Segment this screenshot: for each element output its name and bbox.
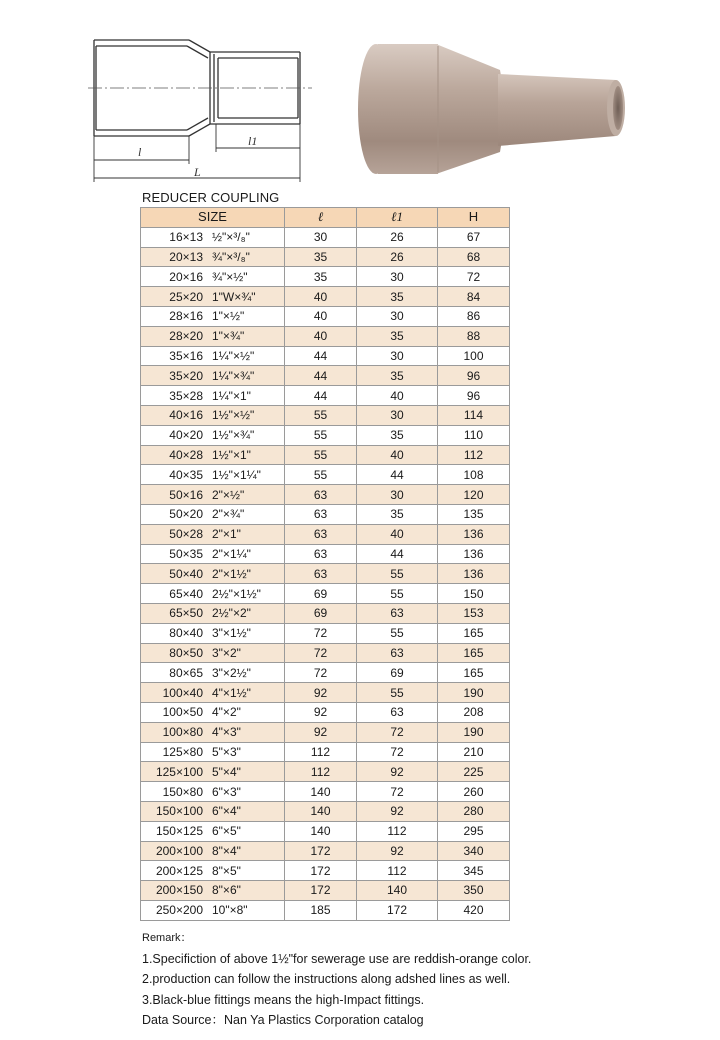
cell-size bbox=[141, 603, 285, 623]
table-row bbox=[141, 267, 510, 287]
size-inch: 1¼"×1" bbox=[212, 388, 251, 403]
cell-l: 55 bbox=[285, 445, 357, 465]
cell-l: 44 bbox=[285, 386, 357, 406]
cell-l: 55 bbox=[285, 425, 357, 445]
remark-label: Remark： bbox=[142, 932, 192, 944]
size-metric: 25×20 bbox=[169, 289, 203, 304]
cell-l1: 40 bbox=[357, 524, 438, 544]
cell-size bbox=[141, 287, 285, 307]
cell-h: 210 bbox=[438, 742, 510, 762]
size-inch: ¾"×³/₈" bbox=[212, 249, 250, 264]
size-metric: 150×80 bbox=[162, 784, 203, 799]
table-row bbox=[141, 702, 510, 722]
cell-h: 86 bbox=[438, 306, 510, 326]
cell-h: 350 bbox=[438, 881, 510, 901]
table-row bbox=[141, 762, 510, 782]
size-metric: 125×80 bbox=[162, 744, 203, 759]
cell-l: 44 bbox=[285, 346, 357, 366]
cell-h: 165 bbox=[438, 663, 510, 683]
cell-l: 140 bbox=[285, 821, 357, 841]
table-row bbox=[141, 564, 510, 584]
table-title: REDUCER COUPLING bbox=[142, 190, 280, 205]
size-inch: ¾"×½" bbox=[212, 269, 248, 284]
table-row bbox=[141, 465, 510, 485]
size-metric: 35×28 bbox=[169, 388, 203, 403]
table-row bbox=[141, 623, 510, 643]
cell-size bbox=[141, 445, 285, 465]
cell-h: 225 bbox=[438, 762, 510, 782]
size-inch: 8"×5" bbox=[212, 863, 241, 878]
cell-size bbox=[141, 643, 285, 663]
cell-l: 63 bbox=[285, 544, 357, 564]
cell-l: 63 bbox=[285, 564, 357, 584]
cell-h: 120 bbox=[438, 485, 510, 505]
cell-size bbox=[141, 584, 285, 604]
table-row bbox=[141, 544, 510, 564]
cell-size bbox=[141, 742, 285, 762]
dim-label-l1: l1 bbox=[248, 134, 258, 148]
cell-size bbox=[141, 405, 285, 425]
cell-l: 112 bbox=[285, 762, 357, 782]
size-inch: 3"×1½" bbox=[212, 626, 251, 641]
table-row bbox=[141, 247, 510, 267]
cell-l1: 35 bbox=[357, 326, 438, 346]
table-row bbox=[141, 524, 510, 544]
size-inch: 5"×3" bbox=[212, 744, 241, 759]
cell-l1: 35 bbox=[357, 504, 438, 524]
size-metric: 16×13 bbox=[169, 230, 203, 245]
size-metric: 200×100 bbox=[155, 843, 203, 858]
size-metric: 40×28 bbox=[169, 447, 203, 462]
cell-l: 92 bbox=[285, 722, 357, 742]
table-row bbox=[141, 366, 510, 386]
cell-size bbox=[141, 663, 285, 683]
size-inch: 10"×8" bbox=[212, 903, 248, 918]
reducer-coupling-drawing bbox=[86, 26, 318, 186]
cell-l1: 69 bbox=[357, 663, 438, 683]
size-inch: 2"×1½" bbox=[212, 566, 251, 581]
table-row bbox=[141, 663, 510, 683]
size-inch: 2"×1¼" bbox=[212, 546, 251, 561]
cell-l1: 63 bbox=[357, 603, 438, 623]
size-inch: 6"×4" bbox=[212, 804, 241, 819]
table-row bbox=[141, 287, 510, 307]
size-metric: 80×40 bbox=[169, 626, 203, 641]
table-row bbox=[141, 742, 510, 762]
table-row bbox=[141, 683, 510, 703]
cell-l1: 92 bbox=[357, 762, 438, 782]
cell-l1: 30 bbox=[357, 485, 438, 505]
cell-h: 136 bbox=[438, 564, 510, 584]
header-l: ℓ bbox=[285, 208, 357, 228]
cell-l1: 72 bbox=[357, 782, 438, 802]
size-inch: 6"×5" bbox=[212, 824, 241, 839]
table-row bbox=[141, 425, 510, 445]
cell-h: 110 bbox=[438, 425, 510, 445]
cell-h: 295 bbox=[438, 821, 510, 841]
cell-h: 190 bbox=[438, 683, 510, 703]
cell-l1: 44 bbox=[357, 544, 438, 564]
cell-size bbox=[141, 386, 285, 406]
size-inch: 1¼"×½" bbox=[212, 348, 255, 363]
size-metric: 100×40 bbox=[162, 685, 203, 700]
size-metric: 40×16 bbox=[169, 408, 203, 423]
cell-h: 100 bbox=[438, 346, 510, 366]
cell-l: 112 bbox=[285, 742, 357, 762]
header-h: H bbox=[438, 208, 510, 228]
size-metric: 35×20 bbox=[169, 368, 203, 383]
cell-size bbox=[141, 702, 285, 722]
cell-l1: 44 bbox=[357, 465, 438, 485]
cell-size bbox=[141, 762, 285, 782]
size-metric: 40×20 bbox=[169, 428, 203, 443]
cell-l1: 112 bbox=[357, 861, 438, 881]
size-inch: 1"×½" bbox=[212, 309, 245, 324]
size-metric: 20×16 bbox=[169, 269, 203, 284]
size-inch: 2"×½" bbox=[212, 487, 245, 502]
table-row bbox=[141, 386, 510, 406]
cell-l: 35 bbox=[285, 247, 357, 267]
cell-l: 40 bbox=[285, 306, 357, 326]
cell-h: 420 bbox=[438, 900, 510, 920]
table-row bbox=[141, 881, 510, 901]
cell-size bbox=[141, 782, 285, 802]
cell-l: 92 bbox=[285, 702, 357, 722]
remark-item: 3.Black-blue fittings means the high-Impact fittings. bbox=[142, 992, 425, 1007]
size-inch: 1½"×1" bbox=[212, 447, 251, 462]
size-metric: 65×40 bbox=[169, 586, 203, 601]
cell-l1: 172 bbox=[357, 900, 438, 920]
size-metric: 50×35 bbox=[169, 546, 203, 561]
size-metric: 125×100 bbox=[155, 764, 203, 779]
cell-l1: 26 bbox=[357, 247, 438, 267]
size-metric: 50×40 bbox=[169, 566, 203, 581]
cell-size bbox=[141, 564, 285, 584]
cell-h: 67 bbox=[438, 227, 510, 247]
size-inch: 1¼"×¾" bbox=[212, 368, 255, 383]
cell-size bbox=[141, 900, 285, 920]
table-row bbox=[141, 643, 510, 663]
cell-h: 112 bbox=[438, 445, 510, 465]
table-row bbox=[141, 861, 510, 881]
size-inch: 6"×3" bbox=[212, 784, 241, 799]
cell-size bbox=[141, 247, 285, 267]
table-row bbox=[141, 504, 510, 524]
cell-l1: 35 bbox=[357, 287, 438, 307]
cell-h: 190 bbox=[438, 722, 510, 742]
cell-l: 30 bbox=[285, 227, 357, 247]
cell-size bbox=[141, 881, 285, 901]
size-inch: 4"×2" bbox=[212, 705, 241, 720]
dim-label-l: l bbox=[138, 145, 142, 159]
cell-l: 140 bbox=[285, 782, 357, 802]
size-inch: 4"×1½" bbox=[212, 685, 251, 700]
cell-l: 63 bbox=[285, 504, 357, 524]
cell-l1: 35 bbox=[357, 366, 438, 386]
cell-l1: 30 bbox=[357, 306, 438, 326]
cell-l: 63 bbox=[285, 485, 357, 505]
size-metric: 150×125 bbox=[155, 824, 203, 839]
cell-size bbox=[141, 346, 285, 366]
dim-label-L: L bbox=[194, 165, 201, 179]
size-inch: 2"×1" bbox=[212, 527, 241, 542]
size-metric: 80×65 bbox=[169, 665, 203, 680]
reducer-coupling-table bbox=[140, 207, 510, 921]
cell-size bbox=[141, 801, 285, 821]
cell-l1: 92 bbox=[357, 841, 438, 861]
remark-item: 1.Specifiction of above 1½"for sewerage use are reddish-orange color. bbox=[142, 951, 532, 966]
size-inch: ½"×³/₈" bbox=[212, 230, 250, 245]
cell-size bbox=[141, 722, 285, 742]
size-metric: 100×80 bbox=[162, 725, 203, 740]
table-row bbox=[141, 603, 510, 623]
size-inch: 2½"×2" bbox=[212, 606, 251, 621]
cell-h: 68 bbox=[438, 247, 510, 267]
cell-l1: 30 bbox=[357, 405, 438, 425]
cell-l: 72 bbox=[285, 663, 357, 683]
size-inch: 1½"×½" bbox=[212, 408, 255, 423]
table-row bbox=[141, 801, 510, 821]
cell-h: 340 bbox=[438, 841, 510, 861]
table-row bbox=[141, 821, 510, 841]
cell-h: 136 bbox=[438, 524, 510, 544]
size-inch: 8"×4" bbox=[212, 843, 241, 858]
cell-l: 35 bbox=[285, 267, 357, 287]
cell-size bbox=[141, 227, 285, 247]
cell-h: 88 bbox=[438, 326, 510, 346]
cell-l1: 35 bbox=[357, 425, 438, 445]
size-inch: 3"×2" bbox=[212, 645, 241, 660]
table-row bbox=[141, 722, 510, 742]
table-row bbox=[141, 346, 510, 366]
cell-l1: 63 bbox=[357, 702, 438, 722]
cell-l: 69 bbox=[285, 603, 357, 623]
cell-h: 136 bbox=[438, 544, 510, 564]
size-inch: 1"×¾" bbox=[212, 329, 245, 344]
cell-l: 55 bbox=[285, 405, 357, 425]
cell-size bbox=[141, 306, 285, 326]
cell-size bbox=[141, 504, 285, 524]
cell-l: 72 bbox=[285, 623, 357, 643]
table-row bbox=[141, 405, 510, 425]
cell-size bbox=[141, 841, 285, 861]
cell-l1: 40 bbox=[357, 445, 438, 465]
cell-size bbox=[141, 524, 285, 544]
size-inch: 2"×¾" bbox=[212, 507, 245, 522]
cell-l1: 140 bbox=[357, 881, 438, 901]
size-inch: 2½"×1½" bbox=[212, 586, 261, 601]
cell-l1: 55 bbox=[357, 683, 438, 703]
size-metric: 40×35 bbox=[169, 467, 203, 482]
cell-l: 172 bbox=[285, 861, 357, 881]
size-metric: 100×50 bbox=[162, 705, 203, 720]
cell-size bbox=[141, 683, 285, 703]
cell-l1: 92 bbox=[357, 801, 438, 821]
cell-l: 140 bbox=[285, 801, 357, 821]
cell-size bbox=[141, 267, 285, 287]
cell-l: 72 bbox=[285, 643, 357, 663]
table-row bbox=[141, 584, 510, 604]
size-inch: 1½"×1¼" bbox=[212, 467, 261, 482]
cell-l1: 40 bbox=[357, 386, 438, 406]
size-metric: 150×100 bbox=[155, 804, 203, 819]
cell-l1: 63 bbox=[357, 643, 438, 663]
cell-l: 55 bbox=[285, 465, 357, 485]
cell-l: 92 bbox=[285, 683, 357, 703]
cell-size bbox=[141, 326, 285, 346]
cell-h: 345 bbox=[438, 861, 510, 881]
cell-l1: 72 bbox=[357, 742, 438, 762]
remarks-section bbox=[142, 928, 531, 1031]
cell-h: 96 bbox=[438, 366, 510, 386]
cell-h: 208 bbox=[438, 702, 510, 722]
cell-l1: 72 bbox=[357, 722, 438, 742]
cell-l1: 55 bbox=[357, 623, 438, 643]
table-row bbox=[141, 485, 510, 505]
size-metric: 50×16 bbox=[169, 487, 203, 502]
size-inch: 4"×3" bbox=[212, 725, 241, 740]
cell-h: 108 bbox=[438, 465, 510, 485]
cell-l: 185 bbox=[285, 900, 357, 920]
cell-size bbox=[141, 544, 285, 564]
cell-l: 44 bbox=[285, 366, 357, 386]
size-inch: 8"×6" bbox=[212, 883, 241, 898]
cell-size bbox=[141, 465, 285, 485]
table-row bbox=[141, 227, 510, 247]
cell-h: 72 bbox=[438, 267, 510, 287]
header-l1: ℓ1 bbox=[357, 208, 438, 228]
cell-l1: 30 bbox=[357, 346, 438, 366]
data-source: Data Source：Nan Ya Plastics Corporation catalog bbox=[142, 1013, 424, 1027]
table-row bbox=[141, 326, 510, 346]
cell-size bbox=[141, 821, 285, 841]
cell-h: 165 bbox=[438, 623, 510, 643]
cell-h: 135 bbox=[438, 504, 510, 524]
cell-l1: 55 bbox=[357, 564, 438, 584]
table-row bbox=[141, 900, 510, 920]
cell-l1: 55 bbox=[357, 584, 438, 604]
size-metric: 20×13 bbox=[169, 249, 203, 264]
table-row bbox=[141, 445, 510, 465]
cell-l: 69 bbox=[285, 584, 357, 604]
size-inch: 1½"×¾" bbox=[212, 428, 255, 443]
cell-size bbox=[141, 366, 285, 386]
reducer-coupling-photo bbox=[350, 24, 640, 194]
size-metric: 200×125 bbox=[155, 863, 203, 878]
cell-size bbox=[141, 485, 285, 505]
cell-l: 172 bbox=[285, 881, 357, 901]
cell-h: 153 bbox=[438, 603, 510, 623]
table-header-row bbox=[141, 208, 510, 228]
cell-h: 114 bbox=[438, 405, 510, 425]
cell-l1: 30 bbox=[357, 267, 438, 287]
header-size: SIZE bbox=[141, 208, 285, 228]
size-metric: 35×16 bbox=[169, 348, 203, 363]
cell-l: 63 bbox=[285, 524, 357, 544]
cell-size bbox=[141, 425, 285, 445]
size-metric: 65×50 bbox=[169, 606, 203, 621]
size-metric: 28×20 bbox=[169, 329, 203, 344]
cell-h: 280 bbox=[438, 801, 510, 821]
cell-h: 260 bbox=[438, 782, 510, 802]
cell-h: 150 bbox=[438, 584, 510, 604]
size-metric: 50×28 bbox=[169, 527, 203, 542]
size-metric: 250×200 bbox=[155, 903, 203, 918]
cell-l: 40 bbox=[285, 326, 357, 346]
cell-size bbox=[141, 861, 285, 881]
cell-h: 84 bbox=[438, 287, 510, 307]
cell-h: 165 bbox=[438, 643, 510, 663]
cell-size bbox=[141, 623, 285, 643]
table-row bbox=[141, 782, 510, 802]
size-metric: 200×150 bbox=[155, 883, 203, 898]
cell-h: 96 bbox=[438, 386, 510, 406]
remark-item: 2.production can follow the instructions along adshed lines as well. bbox=[142, 972, 511, 986]
size-metric: 50×20 bbox=[169, 507, 203, 522]
size-metric: 28×16 bbox=[169, 309, 203, 324]
size-inch: 3"×2½" bbox=[212, 665, 251, 680]
size-metric: 80×50 bbox=[169, 645, 203, 660]
cell-l: 40 bbox=[285, 287, 357, 307]
table-row bbox=[141, 306, 510, 326]
cell-l1: 26 bbox=[357, 227, 438, 247]
cell-l1: 112 bbox=[357, 821, 438, 841]
cell-l: 172 bbox=[285, 841, 357, 861]
size-inch: 1"W×¾" bbox=[212, 289, 256, 304]
table-row bbox=[141, 841, 510, 861]
size-inch: 5"×4" bbox=[212, 764, 241, 779]
